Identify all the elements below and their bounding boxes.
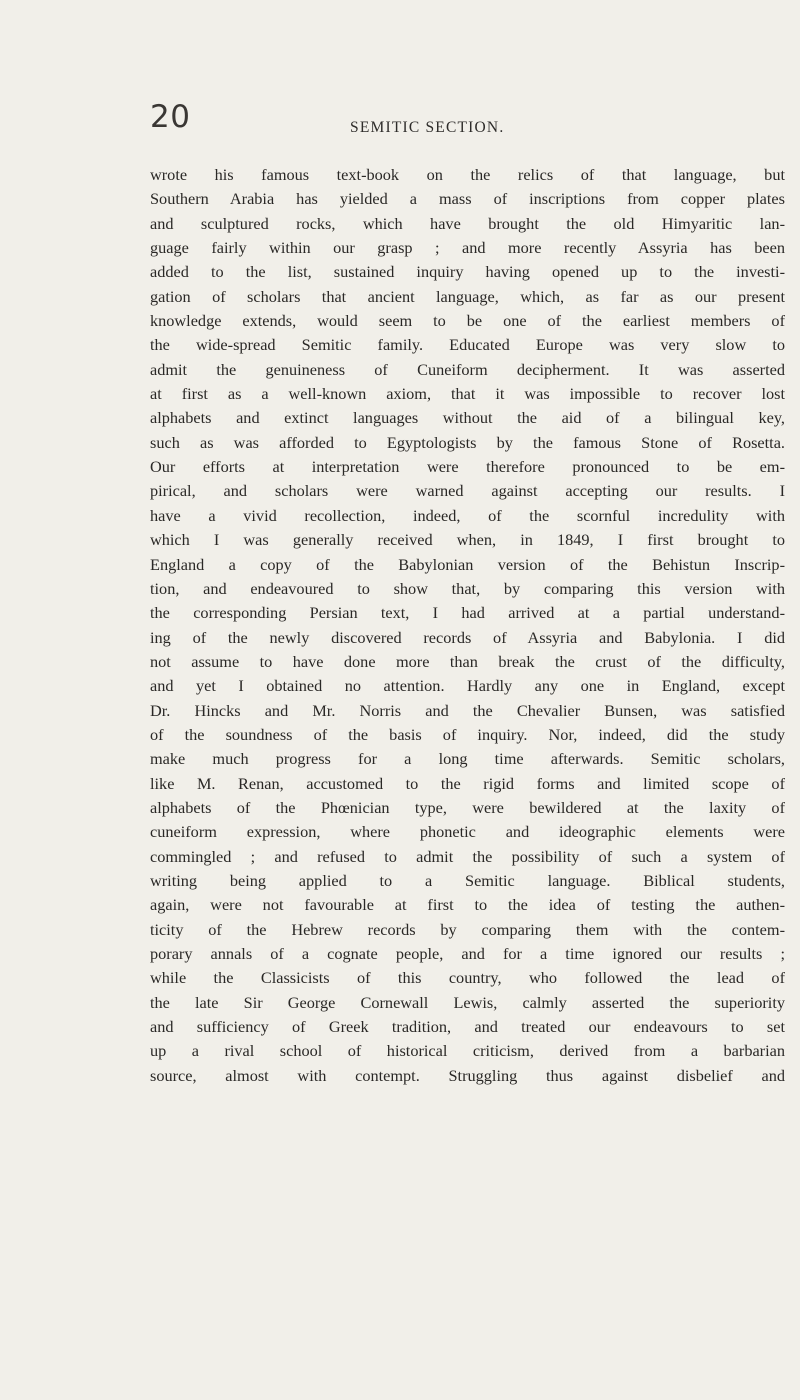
text-line: gation of scholars that ancient language, which, as far as our present (150, 286, 785, 306)
text-line: not assume to have done more than break the crust of the difficulty, (150, 651, 785, 671)
text-line: the corresponding Persian text, I had arrived at a partial understand- (150, 603, 785, 623)
text-line: Dr. Hincks and Mr. Norris and the Chevalier Bunsen, was satisfied (150, 700, 785, 720)
text-line: commingled ; and refused to admit the possibility of such a system of (150, 846, 785, 866)
text-line: guage fairly within our grasp ; and more recently Assyria has been (150, 238, 785, 258)
text-line: up a rival school of historical criticism, derived from a barbarian (150, 1041, 785, 1061)
text-line: writing being applied to a Semitic language. Biblical students, (150, 870, 785, 890)
text-line: admit the genuineness of Cuneiform decipherment. It was asserted (150, 359, 785, 379)
text-line: England a copy of the Babylonian version of the Behistun Inscrip- (150, 554, 785, 574)
text-line: like M. Renan, accustomed to the rigid forms and limited scope of (150, 773, 785, 793)
text-line: at first as a well-known axiom, that it was impossible to recover lost (150, 384, 785, 404)
text-line: and yet I obtained no attention. Hardly any one in England, except (150, 676, 785, 696)
text-line: again, were not favourable at first to the idea of testing the authen- (150, 895, 785, 915)
page-number: 20 (150, 99, 191, 135)
text-line: the late Sir George Cornewall Lewis, calmly asserted the superiority (150, 992, 785, 1012)
text-line: source, almost with contempt. Struggling thus against disbelief and (150, 1065, 785, 1085)
text-line: while the Classicists of this country, who followed the lead of (150, 968, 785, 988)
text-line: which I was generally received when, in 1849, I first brought to (150, 530, 785, 550)
text-line: make much progress for a long time afterwards. Semitic scholars, (150, 749, 785, 769)
text-line: alphabets of the Phœnician type, were bewildered at the laxity of (150, 797, 785, 817)
text-line: knowledge extends, would seem to be one of the earliest members of (150, 311, 785, 331)
text-line: cuneiform expression, where phonetic and ideographic elements were (150, 822, 785, 842)
page-header (150, 100, 770, 136)
text-line: such as was afforded to Egyptologists by the famous Stone of Rosetta. (150, 432, 785, 452)
text-line: added to the list, sustained inquiry having opened up to the investi- (150, 262, 785, 282)
text-line: ing of the newly discovered records of Assyria and Babylonia. I did (150, 627, 785, 647)
text-line: pirical, and scholars were warned against accepting our results. I (150, 481, 785, 501)
text-line: porary annals of a cognate people, and for a time ignored our results ; (150, 944, 785, 963)
text-line: ticity of the Hebrew records by comparing them with the contem- (150, 919, 785, 939)
text-line: have a vivid recollection, indeed, of the scornful incredulity with (150, 505, 785, 525)
body-text (150, 163, 785, 1088)
text-line: Southern Arabia has yielded a mass of inscriptions from copper plates (150, 189, 785, 209)
text-line: the wide-spread Semitic family. Educated Europe was very slow to (150, 335, 785, 355)
text-line: Our efforts at interpretation were therefore pronounced to be em- (150, 457, 785, 477)
text-line: wrote his famous text-book on the relics of that language, but (150, 165, 785, 184)
text-line: and sculptured rocks, which have brought the old Himyaritic lan- (150, 213, 785, 233)
text-line: tion, and endeavoured to show that, by comparing this version with (150, 578, 785, 598)
text-line: and sufficiency of Greek tradition, and treated our endeavours to set (150, 1017, 785, 1037)
text-line: alphabets and extinct languages without the aid of a bilingual key, (150, 408, 785, 428)
running-head: SEMITIC SECTION. (350, 119, 505, 136)
text-line: of the soundness of the basis of inquiry. Nor, indeed, did the study (150, 724, 785, 744)
